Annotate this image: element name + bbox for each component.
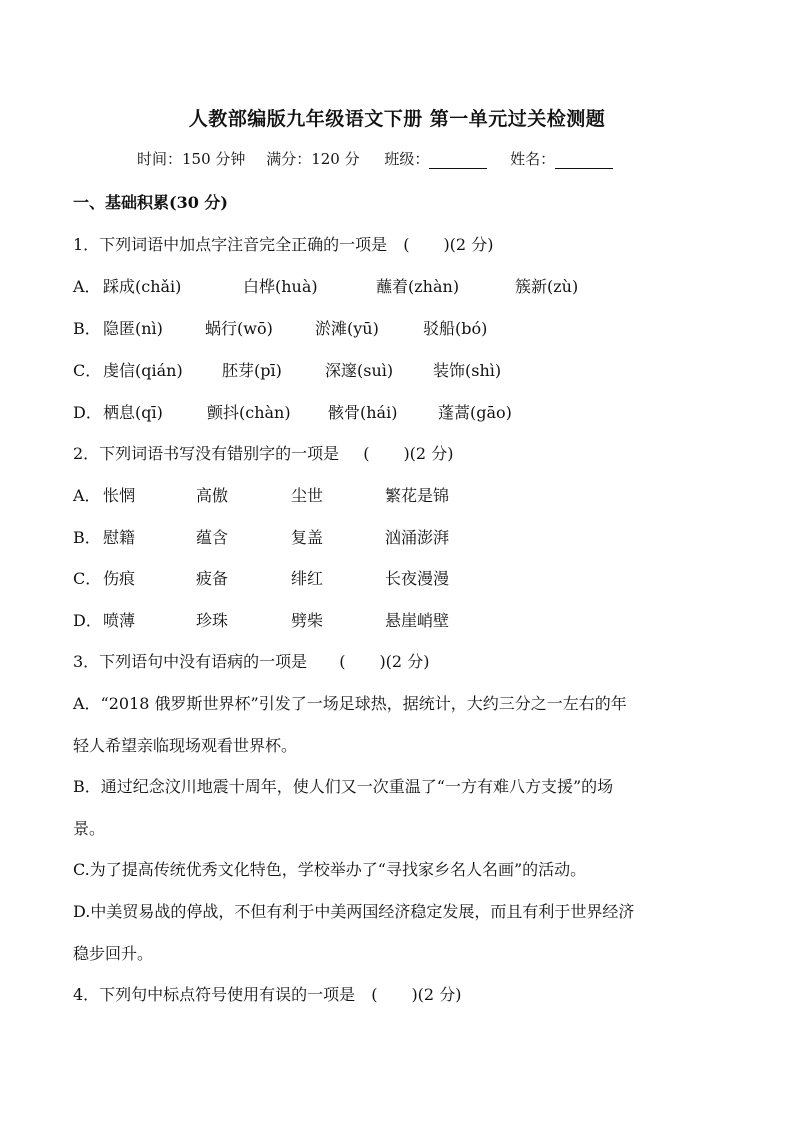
option-b-text-cont: 景。 bbox=[73, 819, 106, 838]
option-word: 骸骨(hái) bbox=[328, 403, 398, 422]
option-word: 栖息(qī) bbox=[103, 403, 163, 422]
question-stem: 4．下列句中标点符号使用有误的一项是 bbox=[73, 985, 356, 1004]
answer-paren-open: ( bbox=[403, 235, 410, 254]
option-word: 颤抖(chàn) bbox=[207, 403, 291, 422]
option-word: 虔信(qián) bbox=[103, 361, 183, 380]
option-a-text-cont: 轻人希望亲临现场观看世界杯。 bbox=[73, 736, 298, 755]
option-word: 长夜漫漫 bbox=[385, 569, 450, 588]
answer-paren-open: ( bbox=[371, 985, 378, 1004]
answer-paren-open: ( bbox=[363, 444, 370, 463]
option-word: 蕴含 bbox=[196, 528, 229, 547]
time-info: 时间：150 分钟 bbox=[137, 150, 246, 168]
option-key: B． bbox=[73, 528, 101, 547]
section-heading: 一、基础积累(30 分) bbox=[73, 193, 228, 212]
option-key: D． bbox=[73, 611, 102, 630]
page-title: 人教部编版九年级语文下册 第一单元过关检测题 bbox=[188, 108, 606, 130]
option-word: 伤痕 bbox=[103, 569, 136, 588]
option-b-text: B．通过纪念汶川地震十周年，使人们又一次重温了“一方有难八方支援”的场 bbox=[73, 777, 614, 796]
question-4 bbox=[73, 982, 461, 1005]
option-key: C． bbox=[73, 569, 102, 588]
question-1 bbox=[73, 232, 493, 255]
option-word: 高傲 bbox=[196, 486, 229, 505]
option-key: A． bbox=[73, 277, 101, 296]
class-label: 班级： bbox=[384, 150, 430, 168]
option-word: 簇新(zù) bbox=[515, 277, 579, 296]
name-label: 姓名： bbox=[510, 150, 556, 168]
option-word: 悬崖峭壁 bbox=[385, 611, 450, 630]
option-word: 蜗行(wō) bbox=[205, 319, 273, 338]
option-key: C． bbox=[73, 361, 102, 380]
option-key: A． bbox=[73, 486, 101, 505]
option-word: 珍珠 bbox=[196, 611, 229, 630]
option-word: 怅惘 bbox=[103, 486, 136, 505]
option-word: 喷薄 bbox=[103, 611, 136, 630]
option-word: 淤滩(yū) bbox=[315, 319, 379, 338]
option-c-text: C.为了提高传统优秀文化特色，学校举办了“寻找家乡名人名画”的活动。 bbox=[73, 860, 587, 879]
option-word: 蓬蒿(gāo) bbox=[438, 403, 512, 422]
option-word: 白桦(huà) bbox=[243, 277, 318, 296]
option-word: 绯红 bbox=[291, 569, 324, 588]
answer-paren-open: ( bbox=[339, 652, 346, 671]
option-word: 劈柴 bbox=[291, 611, 324, 630]
question-stem: 2．下列词语书写没有错别字的一项是 bbox=[73, 444, 340, 463]
option-word: 复盖 bbox=[291, 528, 324, 547]
question-points: )(2 分) bbox=[411, 985, 462, 1004]
option-word: 隐匿(nì) bbox=[103, 319, 163, 338]
option-d-text-cont: 稳步回升。 bbox=[73, 944, 154, 963]
question-2 bbox=[73, 441, 453, 464]
option-word: 深邃(suì) bbox=[325, 361, 394, 380]
option-word: 蘸着(zhàn) bbox=[376, 277, 460, 296]
option-word: 汹涌澎湃 bbox=[385, 528, 450, 547]
option-a-text: A．“2018 俄罗斯世界杯”引发了一场足球热，据统计，大约三分之一左右的年 bbox=[73, 694, 627, 713]
score-info: 满分：120 分 bbox=[266, 150, 360, 168]
question-points: )(2 分) bbox=[379, 652, 430, 671]
question-stem: 3．下列语句中没有语病的一项是 bbox=[73, 652, 308, 671]
question-points: )(2 分) bbox=[443, 235, 494, 254]
option-key: B． bbox=[73, 319, 101, 338]
option-word: 尘世 bbox=[291, 486, 324, 505]
option-word: 繁花是锦 bbox=[385, 486, 450, 505]
question-stem: 1．下列词语中加点字注音完全正确的一项是 bbox=[73, 235, 388, 254]
exam-meta bbox=[137, 148, 613, 169]
name-blank[interactable] bbox=[555, 150, 613, 169]
option-word: 疲备 bbox=[196, 569, 229, 588]
option-word: 驳船(bó) bbox=[423, 319, 488, 338]
question-points: )(2 分) bbox=[403, 444, 454, 463]
class-blank[interactable] bbox=[429, 150, 487, 169]
option-word: 胚芽(pī) bbox=[222, 361, 282, 380]
question-3 bbox=[73, 649, 429, 672]
option-word: 装饰(shì) bbox=[433, 361, 502, 380]
option-word: 慰籍 bbox=[103, 528, 136, 547]
option-d-text: D.中美贸易战的停战，不但有利于中美两国经济稳定发展，而且有利于世界经济 bbox=[73, 902, 635, 921]
option-word: 踩成(chǎi) bbox=[103, 277, 182, 296]
option-key: D． bbox=[73, 403, 102, 422]
